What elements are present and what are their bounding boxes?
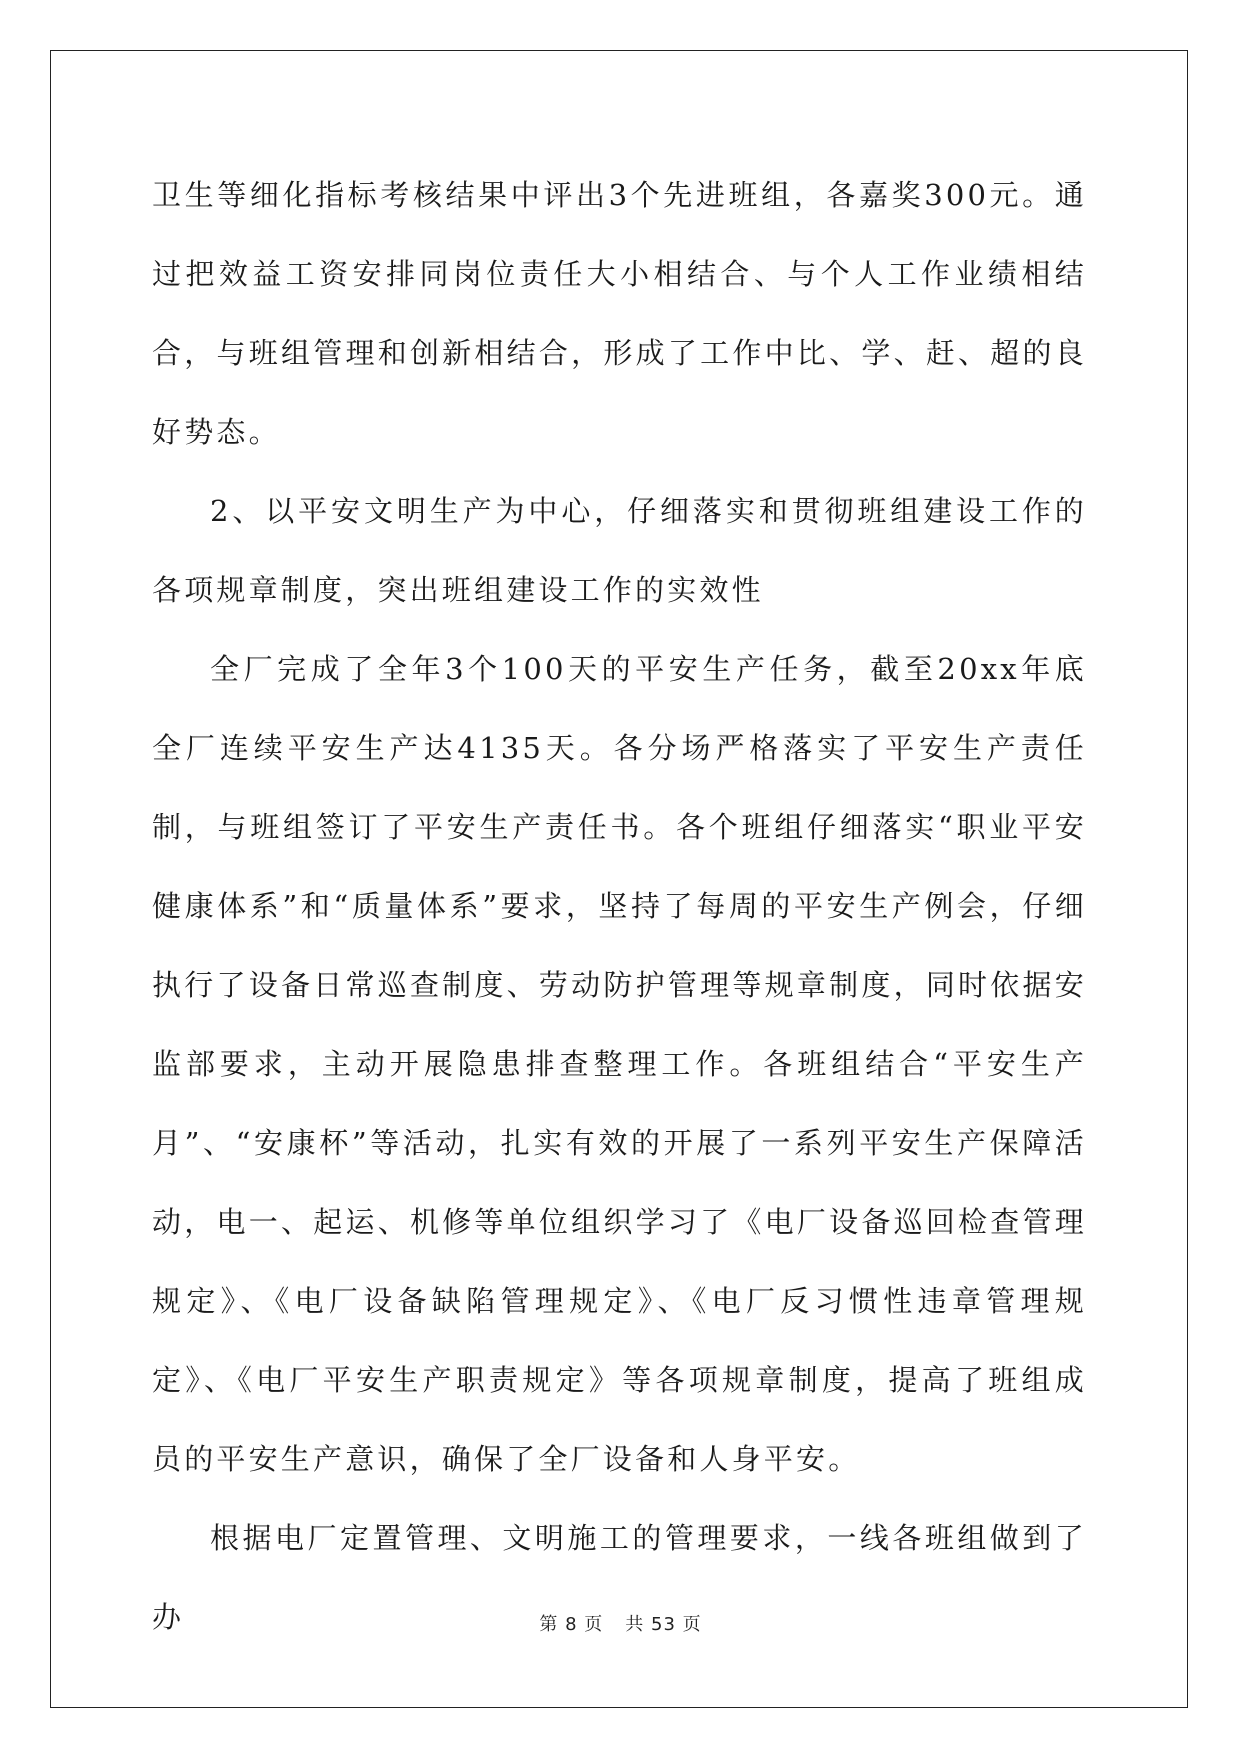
- paragraph-3: 全厂完成了全年3个100天的平安生产任务，截至20xx年底全厂连续平安生产达4135天。各分场严格落实了平安生产责任制，与班组签订了平安生产责任书。各个班组仔细落实“职业平安健康体系”和“质量体系”要求，坚持了每周的平安生产例会，仔细执行了设备日常巡查制度、劳动防护管理等规章制度，同时依据安监部要求，主动开展隐患排查整理工作。各班组结合“平安生产月”、“安康杯”等活动，扎实有效的开展了一系列平安生产保障活动，电一、起运、机修等单位组织学习了《电厂设备巡回检查管理规定》、《电厂设备缺陷管理规定》、《电厂反习惯性违章管理规定》、《电厂平安生产职责规定》等各项规章制度，提高了班组成员的平安生产意识，确保了全厂设备和人身平安。: [152, 652, 1087, 1476]
- paragraph-4: 根据电厂定置管理、文明施工的管理要求，一线各班组做到了办: [152, 1521, 1087, 1634]
- paragraph-1: 卫生等细化指标考核结果中评出3个先进班组，各嘉奖300元。通过把效益工资安排同岗位责任大小相结合、与个人工作业绩相结合，与班组管理和创新相结合，形成了工作中比、学、赶、超的良好势态。: [152, 178, 1087, 449]
- page-total: 共 53 页: [625, 1614, 702, 1635]
- document-body: [152, 156, 1087, 1657]
- page-number: 第 8 页: [539, 1614, 604, 1635]
- paragraph-2-heading: 2、以平安文明生产为中心，仔细落实和贯彻班组建设工作的各项规章制度，突出班组建设工作的实效性: [152, 494, 1087, 607]
- page-footer: [0, 1610, 1241, 1636]
